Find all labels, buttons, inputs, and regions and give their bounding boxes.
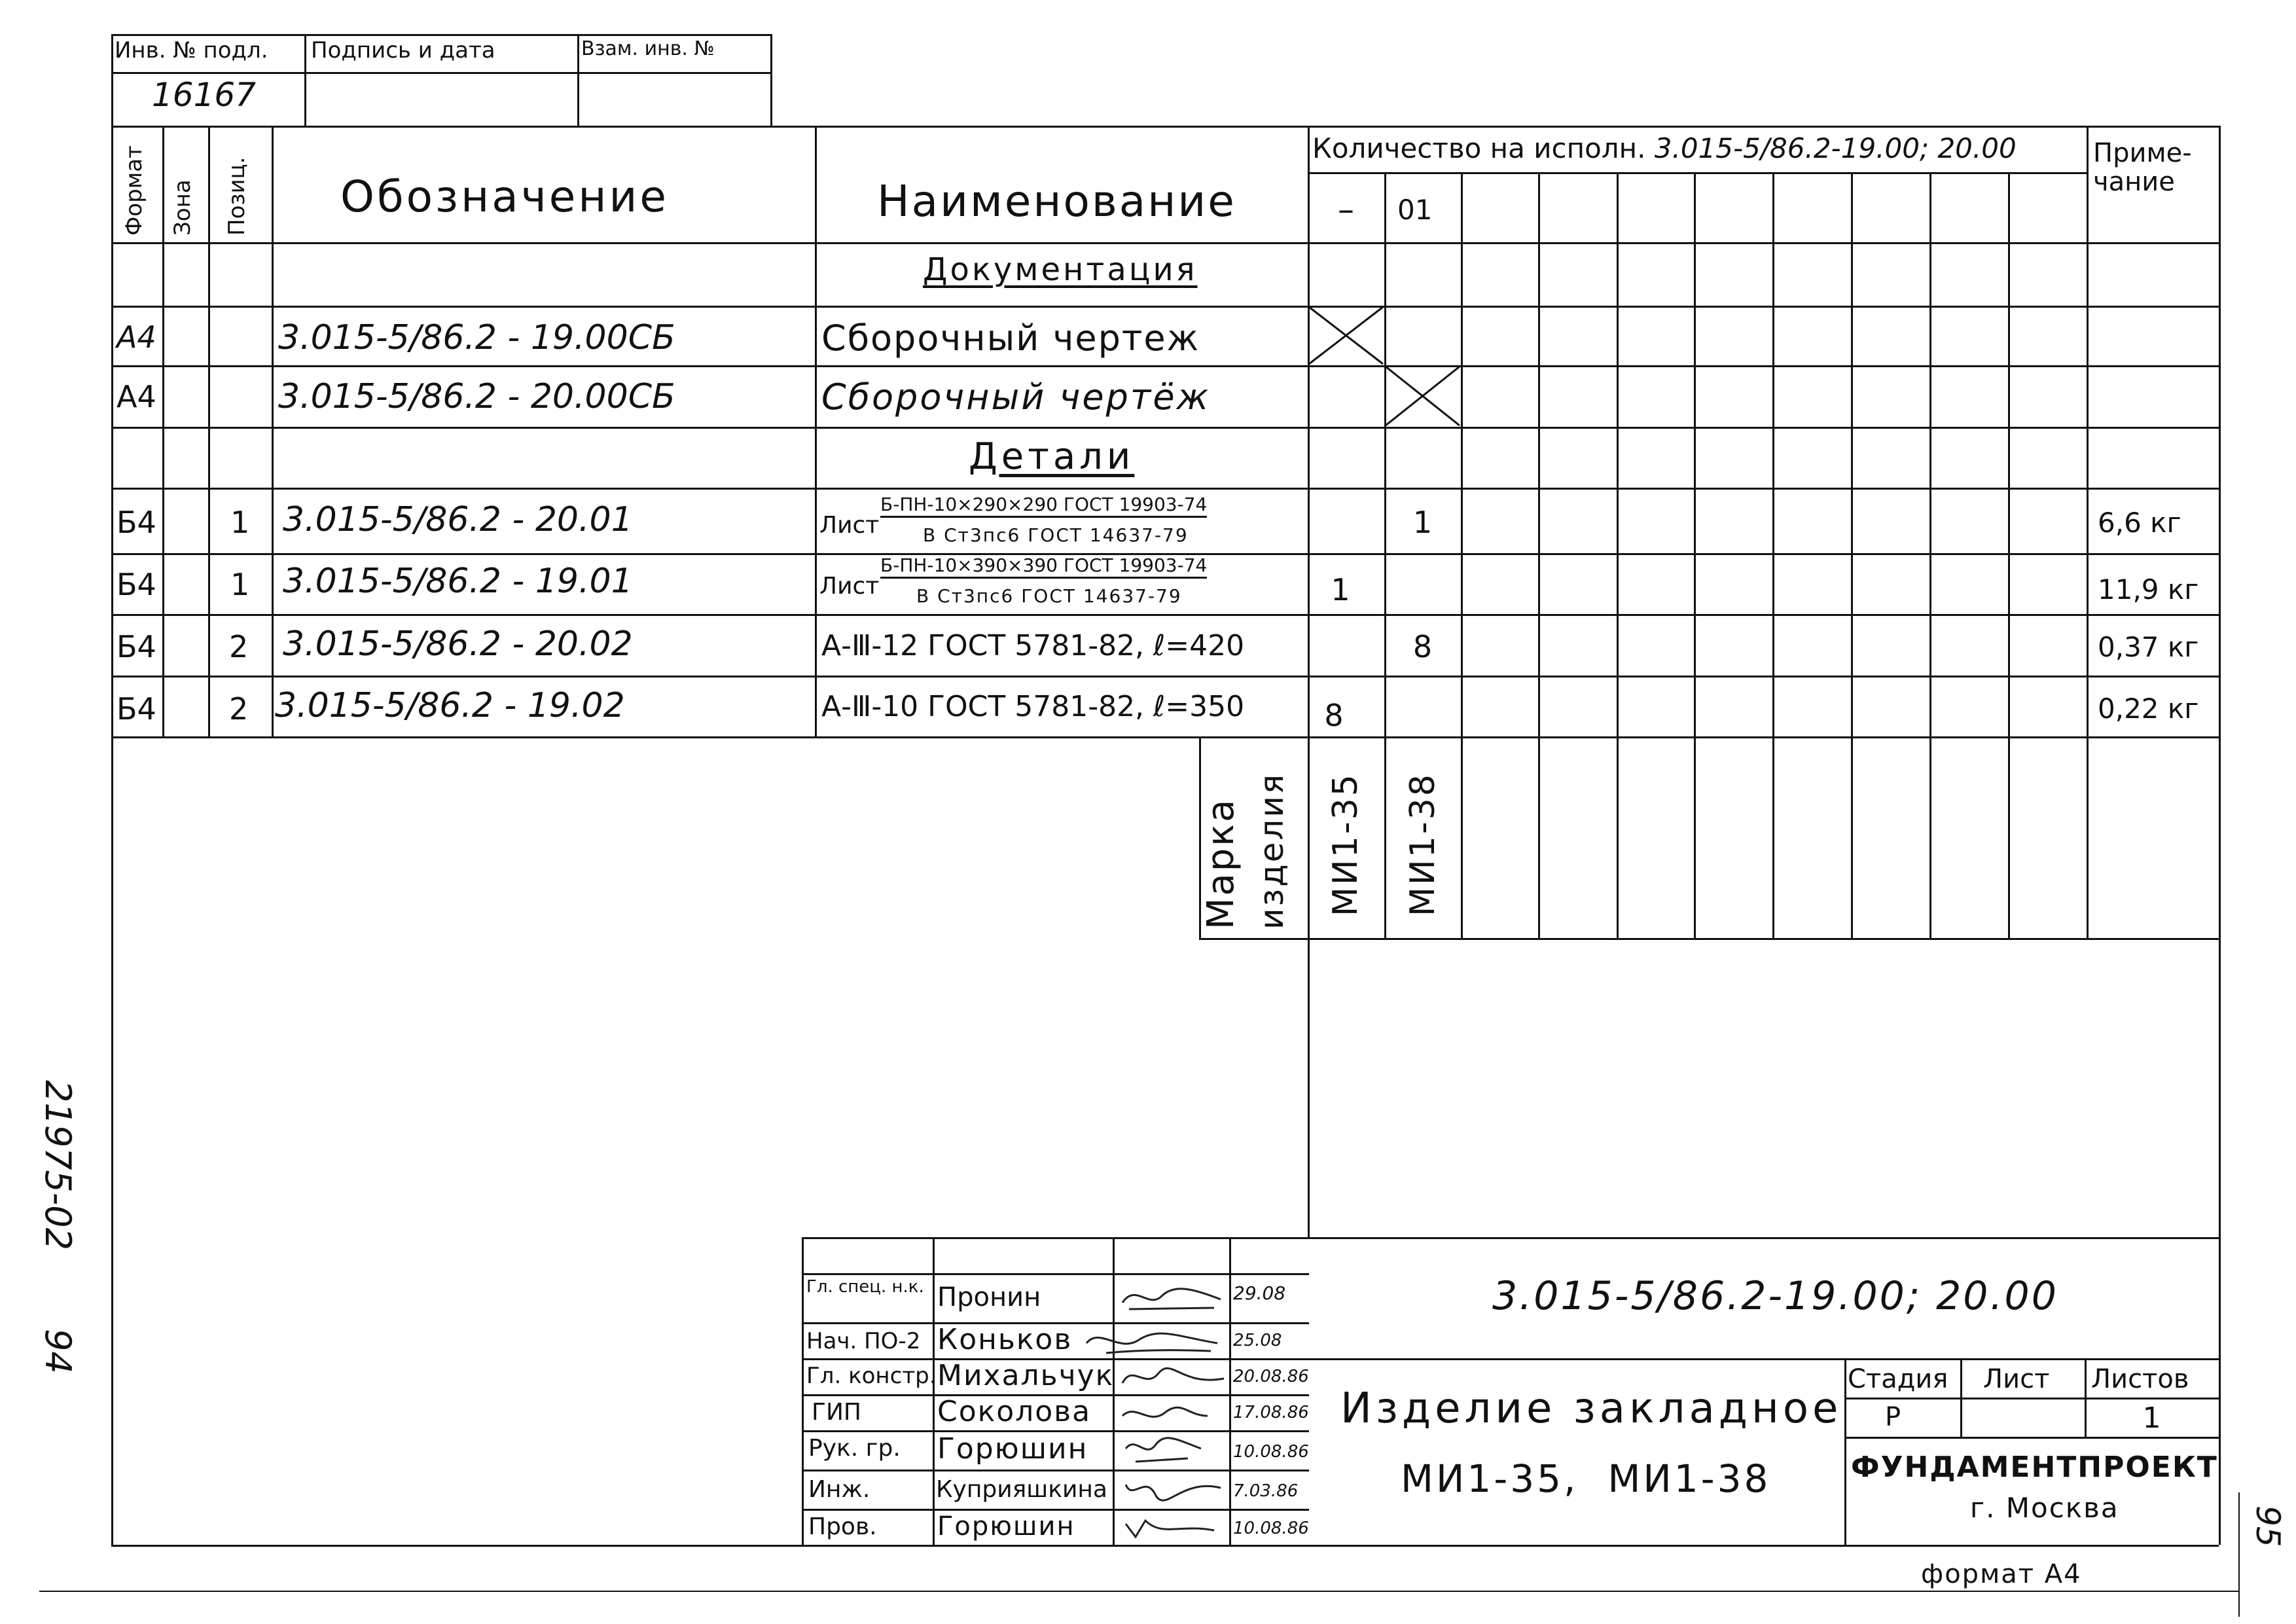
page-number-right: 95 bbox=[2249, 1506, 2287, 1547]
row-note: 0,22 кг bbox=[2098, 693, 2199, 725]
sheet-label: Лист bbox=[1983, 1364, 2050, 1394]
archive-number: 21975-02 bbox=[37, 1080, 79, 1250]
row-designation: 3.015-5/86.2 - 20.00СБ bbox=[278, 377, 675, 416]
signature-mark bbox=[1116, 1276, 1227, 1319]
header-format: Формат bbox=[121, 145, 147, 236]
sheets-label: Листов bbox=[2091, 1364, 2189, 1394]
marka-b: МИ1-38 bbox=[1403, 772, 1443, 916]
header-exec-a: – bbox=[1338, 190, 1354, 228]
row-qty-b: 8 bbox=[1412, 629, 1433, 664]
person-name: Горюшин bbox=[937, 1511, 1075, 1542]
person-name: Куприяшкина bbox=[936, 1476, 1107, 1503]
row-qty-a: 8 bbox=[1324, 698, 1344, 733]
org-city: г. Москва bbox=[1970, 1492, 2119, 1524]
page-number-left: 94 bbox=[37, 1329, 79, 1374]
row-designation: 3.015-5/86.2 - 19.01 bbox=[283, 562, 633, 601]
title-line-1: Изделие закладное bbox=[1340, 1384, 1842, 1433]
row-pos: 1 bbox=[230, 567, 250, 602]
row-format: А4 bbox=[117, 379, 156, 414]
row-note: 11,9 кг bbox=[2098, 573, 2199, 605]
header-zone: Зона bbox=[170, 179, 196, 236]
role-gl-konstr: Гл. констр. bbox=[806, 1363, 937, 1389]
signature-mark bbox=[1116, 1471, 1227, 1507]
sign-date: 25.08 bbox=[1233, 1331, 1282, 1350]
row-name: Сборочный чертёж bbox=[821, 376, 1211, 418]
row-note: 0,37 кг bbox=[2098, 631, 2199, 663]
section-parts: Детали bbox=[969, 435, 1135, 478]
org-name: ФУНДАМЕНТПРОЕКТ bbox=[1851, 1451, 2218, 1484]
row-pos: 1 bbox=[230, 505, 250, 540]
person-name: Пронин bbox=[937, 1282, 1041, 1312]
signature-mark bbox=[1116, 1396, 1227, 1430]
header-note: Приме- чание bbox=[2093, 138, 2192, 197]
row-name: А-Ⅲ-10 ГОСТ 5781-82, ℓ=350 bbox=[821, 690, 1245, 723]
sign-date: 10.08.86 bbox=[1233, 1519, 1309, 1538]
sign-date: 29.08 bbox=[1233, 1282, 1286, 1304]
row-format: Б4 bbox=[117, 567, 156, 602]
vzam-label: Взам. инв. № bbox=[581, 37, 715, 60]
role-gl-spec: Гл. спец. н.к. bbox=[806, 1277, 924, 1297]
role-gip: ГИП bbox=[812, 1399, 861, 1426]
header-qty-label: Количество на исполн. 3.015-5/86.2-19.00; 20.00 bbox=[1312, 132, 2017, 164]
bottom-trim-line bbox=[39, 1591, 2238, 1592]
row-designation: 3.015-5/86.2 - 19.00СБ bbox=[278, 318, 675, 357]
drawing-code: 3.015-5/86.2-19.00; 20.00 bbox=[1492, 1273, 2058, 1319]
header-pos: Позиц. bbox=[224, 156, 250, 236]
person-name: Михальчук bbox=[937, 1359, 1115, 1392]
inv-label: Инв. № подл. bbox=[115, 37, 268, 63]
format-note: формат А4 bbox=[1921, 1559, 2082, 1589]
inv-value: 16167 bbox=[152, 76, 257, 114]
sheets-value: 1 bbox=[2142, 1401, 2161, 1435]
sign-date: 10.08.86 bbox=[1233, 1442, 1309, 1462]
header-name: Наименование bbox=[877, 176, 1236, 226]
row-name: Сборочный чертеж bbox=[821, 317, 1200, 359]
title-line-2: МИ1-35, МИ1-38 bbox=[1401, 1456, 1771, 1501]
row-designation: 3.015-5/86.2 - 20.01 bbox=[283, 500, 633, 539]
row-pos: 2 bbox=[229, 691, 249, 727]
signature-mark bbox=[1116, 1360, 1227, 1394]
row-name-prefix: Лист bbox=[819, 573, 880, 600]
row-note: 6,6 кг bbox=[2098, 507, 2181, 539]
marka-label-1: Марка bbox=[1200, 797, 1242, 929]
row-designation: 3.015-5/86.2 - 19.02 bbox=[275, 686, 625, 725]
row-qty-a: 1 bbox=[1331, 572, 1350, 607]
section-documentation: Документация bbox=[923, 251, 1198, 288]
row-format: Б4 bbox=[117, 629, 156, 664]
role-ruk-gr: Рук. гр. bbox=[808, 1435, 901, 1462]
row-designation: 3.015-5/86.2 - 20.02 bbox=[283, 624, 633, 664]
sign-date: 7.03.86 bbox=[1233, 1481, 1299, 1501]
stage-value: Р bbox=[1885, 1402, 1901, 1432]
signature-mark bbox=[1080, 1324, 1224, 1358]
signature-mark bbox=[1116, 1511, 1227, 1545]
role-prov: Пров. bbox=[808, 1513, 877, 1540]
sign-date: 20.08.86 bbox=[1233, 1367, 1309, 1386]
row-name-numerator: Б-ПН-10×290×290 ГОСТ 19903-74 bbox=[880, 496, 1207, 518]
row-format: Б4 bbox=[117, 505, 156, 540]
stage-label: Стадия bbox=[1848, 1364, 1948, 1394]
row-pos: 2 bbox=[229, 629, 249, 664]
marka-a: МИ1-35 bbox=[1326, 772, 1365, 916]
signature-mark bbox=[1116, 1432, 1227, 1468]
row-name-numerator: Б-ПН-10×390×390 ГОСТ 19903-74 bbox=[880, 556, 1207, 579]
person-name: Коньков bbox=[937, 1323, 1073, 1356]
row-name-prefix: Лист bbox=[819, 512, 880, 539]
role-nach-po: Нач. ПО-2 bbox=[806, 1328, 921, 1354]
person-name: Соколова bbox=[937, 1395, 1092, 1428]
cross-mark bbox=[1308, 306, 1384, 365]
header-designation: Обозначение bbox=[340, 171, 669, 222]
cross-mark bbox=[1384, 365, 1461, 427]
row-name-denominator: В Ст3пс6 ГОСТ 14637-79 bbox=[916, 585, 1182, 607]
row-name: А-Ⅲ-12 ГОСТ 5781-82, ℓ=420 bbox=[821, 629, 1245, 662]
row-format: Б4 bbox=[117, 691, 156, 727]
sign-date: 17.08.86 bbox=[1233, 1403, 1309, 1422]
right-page-frame bbox=[2238, 1492, 2240, 1617]
row-qty-b: 1 bbox=[1412, 505, 1433, 540]
person-name: Горюшин bbox=[937, 1432, 1088, 1466]
row-name-denominator: В Ст3пс6 ГОСТ 14637-79 bbox=[923, 524, 1189, 546]
header-exec-b: 01 bbox=[1397, 194, 1433, 226]
row-format: А4 bbox=[117, 319, 156, 355]
sign-date-label: Подпись и дата bbox=[311, 37, 495, 63]
role-inzh: Инж. bbox=[808, 1476, 870, 1503]
marka-label-2: изделия bbox=[1253, 772, 1291, 929]
